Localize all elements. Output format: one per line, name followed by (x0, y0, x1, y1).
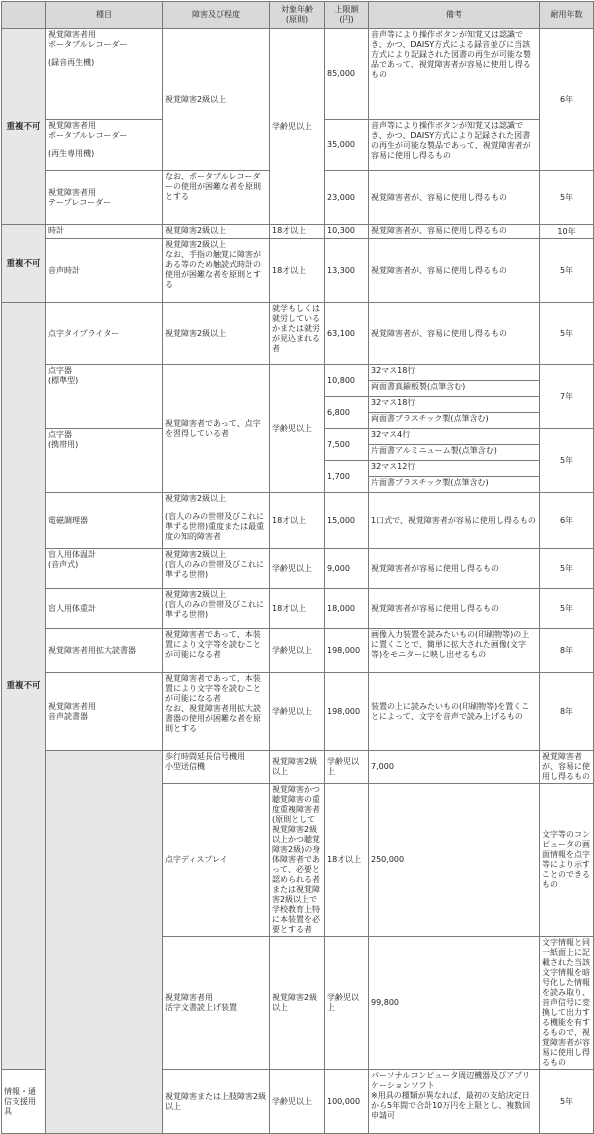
price-cell: 250,000 (369, 784, 540, 937)
header-price: 上限額 (円) (325, 2, 369, 29)
years-cell: 5年 (540, 589, 594, 629)
item-sub: (標準型) (48, 376, 79, 385)
age-cell: 学齢児以上 (270, 365, 325, 493)
table-row (2, 29, 594, 120)
note-cell: 視覚障害者が容易に使用し得るもの (369, 589, 540, 629)
price-cell: 198,000 (325, 629, 369, 673)
note-cell: 32マス12行 (369, 461, 540, 477)
note-cell: 片面書プラスチック製(点筆含む) (369, 477, 540, 493)
years-cell: 8年 (540, 673, 594, 751)
item-cell: 歩行時間延長信号機用 小型送信機 (163, 751, 270, 784)
item-cell: 視覚障害者用拡大読書器 (46, 629, 163, 673)
note-cell: 文字情報と同一紙面上に記載された当該文字情報を暗号化した情報を読み取り、音声信号に変換して出力する機能を有するもので、視覚障害者が容易に使用し得るもの (540, 937, 594, 1070)
years-cell: 5年 (540, 549, 594, 589)
price-cell: 85,000 (325, 29, 369, 120)
note-cell: 音声等により操作ボタンが知覚又は認識でき、かつ、DAISY方式による録音並びに当該方式により記録された図書の再生が可能な製品であって、視覚障害者が容易に使用し得るもの (369, 29, 540, 120)
item-name: 点字器 (48, 366, 72, 375)
item-name: 視覚障害者用 ポータブルレコーダー (48, 121, 128, 140)
note-cell: 32マス4行 (369, 429, 540, 445)
table-row (2, 751, 594, 784)
note-cell: 視覚障害者が、容易に使用し得るもの (369, 225, 540, 239)
price-cell: 23,000 (325, 171, 369, 225)
years-cell: 6年 (540, 493, 594, 549)
age-cell: 学齢児以上 (270, 29, 325, 225)
disability-text: 視覚障害2級以上 (165, 240, 227, 249)
note-cell: 画像入力装置を読みたいもの(印刷物等)の上に置くことで、簡単に拡大された画像(文字等)をモニターに映し出せるもの (369, 629, 540, 673)
item-cell: 盲人用体重計 (46, 589, 163, 629)
item-name: 点字器 (48, 430, 72, 439)
table-row (2, 493, 594, 549)
disability-note: (盲人のみの世帯及びこれに準ずる世帯)重度または最重度の知的障害者 (165, 512, 265, 541)
price-cell: 18,000 (325, 589, 369, 629)
item-cell: 時計 (46, 225, 163, 239)
years-cell: 5年 (540, 239, 594, 303)
disability-text: 視覚障害かつ聴覚障害の重度重複障害者(原則として視覚障害2級以上かつ聴覚障害2級)の身体障害者であって、必要と認められる者 (272, 785, 321, 884)
group-label: 重複不可 (2, 225, 46, 303)
table-row (2, 589, 594, 629)
note-cell: 両面書真鍮板製(点筆含む) (369, 381, 540, 397)
header-age: 対象年齢 (原則) (270, 2, 325, 29)
disability-text: 視覚障害2級以上 (165, 494, 227, 503)
group-label: 重複不可 (2, 303, 46, 1070)
note-cell: 文字等のコンピュータの画面情報を点字等により示すことのできるもの (540, 784, 594, 937)
price-cell: 1,700 (325, 461, 369, 493)
disability-cell: なお、ポータブルレコーダーの使用が困難な者を原則とする (163, 171, 270, 225)
years-cell: 7年 (540, 365, 594, 429)
price-cell: 7,000 (369, 751, 540, 784)
price-cell: 7,500 (325, 429, 369, 461)
disability-cell: 視覚障害2級以上 (270, 751, 325, 784)
disability-note: なお、手指の触覚に障害がある等のため触読式時計の使用が困難な者を原則とする (165, 250, 261, 289)
disability-cell (163, 673, 270, 751)
item-name: 盲人用体温計 (48, 550, 96, 559)
group-label (46, 751, 163, 1134)
disability-cell (163, 239, 270, 303)
disability-cell (163, 589, 270, 629)
age-cell: 学齢児以上 (270, 549, 325, 589)
item-cell (46, 29, 163, 120)
years-cell: 5年 (540, 429, 594, 493)
years-cell: 6年 (540, 29, 594, 171)
years-cell: 10年 (540, 225, 594, 239)
price-cell: 35,000 (325, 120, 369, 171)
note-cell: 視覚障害者が、容易に使用し得るもの (540, 751, 594, 784)
price-cell: 15,000 (325, 493, 369, 549)
disability-cell: 視覚障害2級以上 (163, 225, 270, 239)
years-cell: 5年 (540, 303, 594, 365)
price-cell: 99,800 (369, 937, 540, 1070)
disability-note: なお、視覚障害者用拡大読書器の使用が困難な者を原則とする (165, 704, 261, 733)
note-cell: 視覚障害者が、容易に使用し得るもの (369, 171, 540, 225)
item-cell: 点字ディスプレイ (163, 784, 270, 937)
item-name: 視覚障害者用 ポータブルレコーダー (48, 30, 128, 49)
age-cell: 学齢児以上 (270, 673, 325, 751)
price-cell: 198,000 (325, 673, 369, 751)
disability-cell: 視覚障害または上肢障害2級以上 (163, 1070, 270, 1134)
note-cell: 音声等により操作ボタンが知覚又は認識でき、かつ、DAISY方式により記録された図書の再生が可能な製品であって、視覚障害者が容易に使用し得るもの (369, 120, 540, 171)
age-cell: 18才以上 (325, 784, 369, 937)
note-cell: 1口式で、視覚障害者が容易に使用し得るもの (369, 493, 540, 549)
years-cell: 5年 (540, 171, 594, 225)
header-note: 備考 (369, 2, 540, 29)
item-cell (46, 429, 163, 493)
item-cell (46, 549, 163, 589)
price-cell: 13,300 (325, 239, 369, 303)
note-cell: 両面書プラスチック製(点筆含む) (369, 413, 540, 429)
age-cell: 学齢児以上 (325, 751, 369, 784)
age-cell: 就学もしくは就労しているかまたは就労が見込まれる者 (270, 303, 325, 365)
note-cell (369, 1070, 540, 1134)
item-cell (46, 365, 163, 429)
age-cell: 18才以上 (270, 239, 325, 303)
disability-text: 視覚障害2級以上 (165, 550, 227, 559)
note-cell: 32マス18行 (369, 397, 540, 413)
item-cell: 点字タイプライター (46, 303, 163, 365)
item-sub: (再生専用機) (48, 149, 95, 158)
item-sub: (録音再生機) (48, 58, 95, 67)
disability-cell: 視覚障害者であって、点字を習得している者 (163, 365, 270, 493)
price-cell: 10,300 (325, 225, 369, 239)
item-cell: 視覚障害者用 音声読書器 (46, 673, 163, 751)
years-cell: 8年 (540, 629, 594, 673)
item-cell (46, 120, 163, 171)
item-cell: 電磁調理器 (46, 493, 163, 549)
table-row (2, 549, 594, 589)
disability-cell (270, 784, 325, 937)
header-row (2, 2, 594, 29)
item-cell: 情報・通信支援用具 (2, 1070, 46, 1134)
table-row (2, 303, 594, 365)
price-cell: 9,000 (325, 549, 369, 589)
disability-note: (盲人のみの世帯及びこれに準ずる世帯) (165, 560, 265, 579)
table-row (2, 225, 594, 239)
disability-cell: 視覚障害2級以上 (163, 303, 270, 365)
note-footnote: ※用具の種類が異なれば、最初の支給決定日から5年間で合計10万円を上限とし、複数回申請可 (371, 1091, 531, 1120)
disability-text: 視覚障害者であって、本装置により文字等を読むことが可能になる者 (165, 674, 261, 703)
age-cell: 18才以上 (270, 225, 325, 239)
price-cell: 63,100 (325, 303, 369, 365)
table-row (2, 239, 594, 303)
age-cell: 学齢児以上 (325, 937, 369, 1070)
header-disability: 障害及び程度 (163, 2, 270, 29)
table-row (2, 673, 594, 751)
disability-note: または視覚障害2級以上で学校教育上特に本装置を必要とする者 (272, 885, 320, 934)
header-item: 種目 (46, 2, 163, 29)
note-cell: 片面書アルミニューム製(点筆含む) (369, 445, 540, 461)
note-cell: 視覚障害者が容易に使用し得るもの (369, 549, 540, 589)
years-cell: 5年 (540, 1070, 594, 1134)
age-cell: 18才以上 (270, 493, 325, 549)
note-cell: 32マス18行 (369, 365, 540, 381)
price-cell: 100,000 (325, 1070, 369, 1134)
disability-cell: 視覚障害者であって、本装置により文字等を読むことが可能になる者 (163, 629, 270, 673)
table-row (2, 365, 594, 381)
disability-note: (盲人のみの世帯及びこれに準ずる世帯) (165, 600, 265, 619)
group-label: 重複不可 (2, 29, 46, 225)
disability-cell (163, 493, 270, 549)
table-row (2, 629, 594, 673)
item-cell: 音声時計 (46, 239, 163, 303)
price-cell: 10,800 (325, 365, 369, 397)
age-cell: 学齢児以上 (270, 1070, 325, 1134)
item-cell: 視覚障害者用 テープレコーダー (46, 171, 163, 225)
equipment-table (1, 1, 594, 1134)
header-group (2, 2, 46, 29)
item-cell: 視覚障害者用 活字文書読上げ装置 (163, 937, 270, 1070)
note-cell: 装置の上に読みたいもの(印刷物等)を置くことによって、文字を音声で読み上げるもの (369, 673, 540, 751)
note-cell: 視覚障害者が、容易に使用し得るもの (369, 239, 540, 303)
age-cell: 学齢児以上 (270, 629, 325, 673)
disability-cell: 視覚障害2級以上 (163, 29, 270, 171)
note-cell: 視覚障害者が、容易に使用し得るもの (369, 303, 540, 365)
note-text: パーソナルコンピュータ周辺機器及びアプリケーションソフト (371, 1071, 530, 1090)
item-sub: (携帯用) (48, 440, 79, 449)
item-sub: (音声式) (48, 560, 79, 569)
disability-cell: 視覚障害2級以上 (270, 937, 325, 1070)
disability-text: 視覚障害2級以上 (165, 590, 227, 599)
price-cell: 6,800 (325, 397, 369, 429)
age-cell: 18才以上 (270, 589, 325, 629)
header-years: 耐用年数 (540, 2, 594, 29)
disability-cell (163, 549, 270, 589)
